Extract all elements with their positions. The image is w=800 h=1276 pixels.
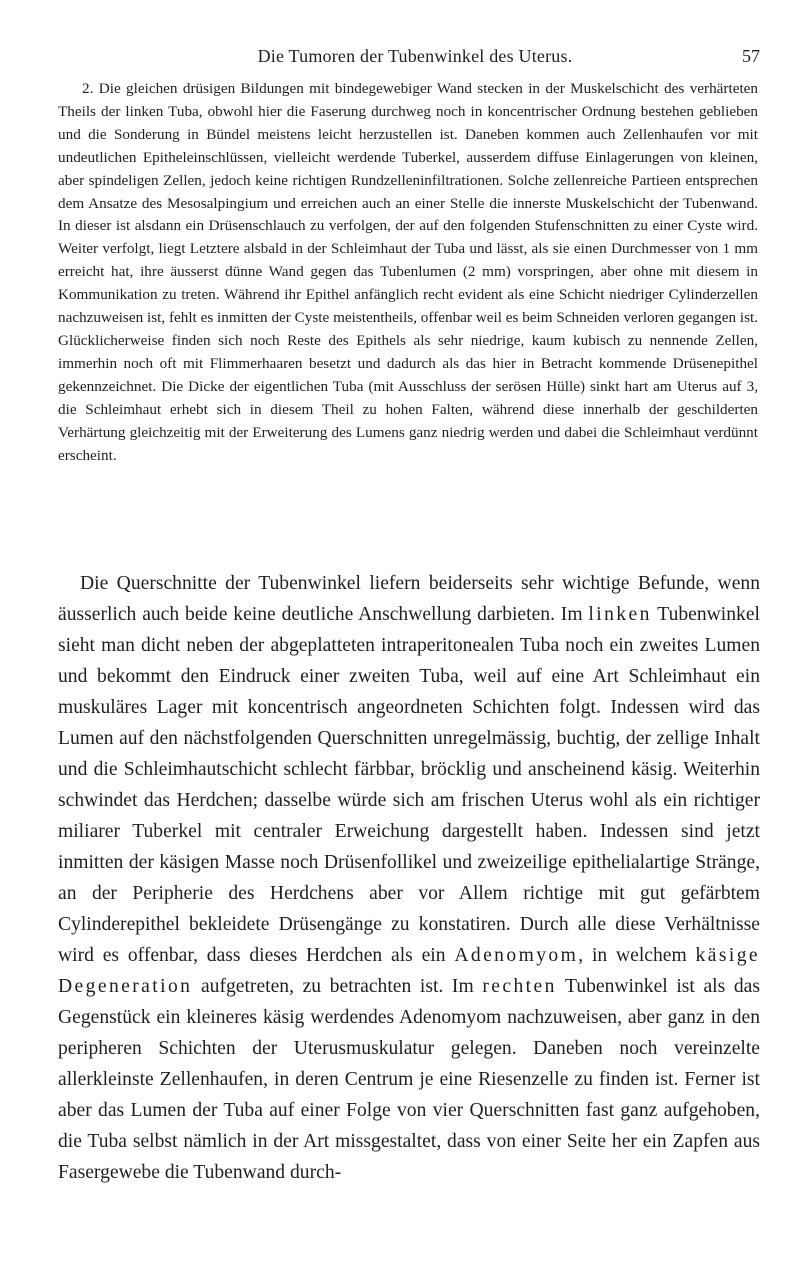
page-number: 57 [742,46,760,66]
emphasis-adenomyom: Adenomyom [454,945,579,966]
text-run: , in welchem [578,945,696,966]
text-run: Tubenwinkel sieht man dicht neben der abgeplatteten intraperitonealen Tuba noch ein zweites Lumen und bekommt den Eindruck einer zweiten Tuba, weil auf eine Art Schleimhaut ein muskuläres Lager mit koncentrisch angeordneten Schichten folgt. Indessen wird das Lumen auf den nächstfolgenden Querschnitten unregelmässig, buchtig, der zellige Inhalt und die Schleimhautschicht schlecht färbbar, bröcklig und anscheinend käsig. Weiterhin schwindet das Herdchen; dasselbe würde sich am frischen Uterus wohl als ein richtiger miliarer Tuberkel mit centraler Erweichung dargestellt haben. Indessen sind jetzt inmitten der käsigen Masse noch Drüsenfollikel und zweizeilige epithelialartige Stränge, an der Peripherie des Herdchens aber vor Allem richtige mit gut gefärbtem Cylinderepithel bekleidete Drüsengänge zu konstatiren. Durch alle diese Verhältnisse wird es offenbar, dass dieses Herdchen als ein [58,604,760,966]
emphasis-rechten: rechten [482,976,557,997]
paragraph-tubenwinkel-findings [58,568,760,1188]
paragraph-case-2: 2. Die gleichen drüsigen Bildungen mit bindegewebiger Wand stecken in der Muskelschicht des verhärteten Theils der linken Tuba, obwohl hier die Faserung durchweg noch in koncentrischer Ordnung bestehen geblieben und die Sonderung in Bündel meistens leicht herzustellen ist. Daneben kommen auch Zellenhaufen vor mit undeutlichen Epitheleinschlüssen, vielleicht werdende Tuberkel, ausserdem diffuse Einlagerungen von kleinen, aber spindeligen Zellen, jedoch keine richtigen Rundzelleninfiltrationen. Solche zellenreiche Partieen entsprechen dem Ansatze des Mesosalpingium und erreichen auch an einer Stelle die innerste Muskelschicht der Tubenwand. In dieser ist alsdann ein Drüsenschlauch zu verfolgen, der auf den folgenden Stufenschnitten zu einer Cyste wird. Weiter verfolgt, liegt Letztere alsbald in der Schleimhaut der Tuba und lässt, als sie einen Durchmesser von 1 mm erreicht hat, ihre äusserst dünne Wand gegen das Tubenlumen (2 mm) vorspringen, aber ohne mit diesem in Kommunikation zu treten. Während ihr Epithel anfänglich recht evident als eine Schicht niedriger Cylinderzellen nachzuweisen ist, fehlt es inmitten der Cyste meistentheils, offenbar weil es beim Schneiden verloren gegangen ist. Glücklicherweise finden sich noch Reste des Epithels als sehr niedrige, kaum kubisch zu nennende Zellen, immerhin noch oft mit Flimmerhaaren besetzt und dadurch als das hier in Betracht kommende Drüsenepithel gekennzeichnet. Die Dicke der eigentlichen Tuba (mit Ausschluss der serösen Hülle) sinkt hart am Uterus auf 3, die Schleimhaut erhebt sich in diesem Theil zu hohen Falten, während diese innerhalb der geschilderten Verhärtung gleichzeitig mit der Erweiterung des Lumens ganz niedrig werden und dabei die Schleimhaut verdünnt erscheint. [58,80,758,464]
running-head [70,46,760,70]
running-title: Die Tumoren der Tubenwinkel des Uterus. [257,46,573,66]
emphasis-linken: linken [588,604,652,625]
text-run: aufgetreten, zu betrachten ist. Im [192,976,483,997]
emphasis-kaesige-degeneration: käsige Degeneration [58,945,761,997]
text-run: Die Querschnitte der Tubenwinkel liefern beiderseits sehr wichtige Befunde, wenn äusserlich auch beide keine deutliche Anschwellung darbieten. Im [58,573,760,625]
text-run: Tubenwinkel ist als das Gegenstück ein kleineres käsig werdendes Adenomyom nachzuweisen, aber ganz in den peripheren Schichten der Uterusmuskulatur gelegen. Daneben noch vereinzelte allerkleinste Zellenhaufen, in deren Centrum je eine Riesenzelle zu finden ist. Ferner ist aber das Lumen der Tuba auf einer Folge von vier Querschnitten fast ganz aufgehoben, die Tuba selbst nämlich in der Art missgestaltet, dass von einer Seite her ein Zapfen aus Fasergewebe die Tubenwand durch- [58,976,760,1183]
